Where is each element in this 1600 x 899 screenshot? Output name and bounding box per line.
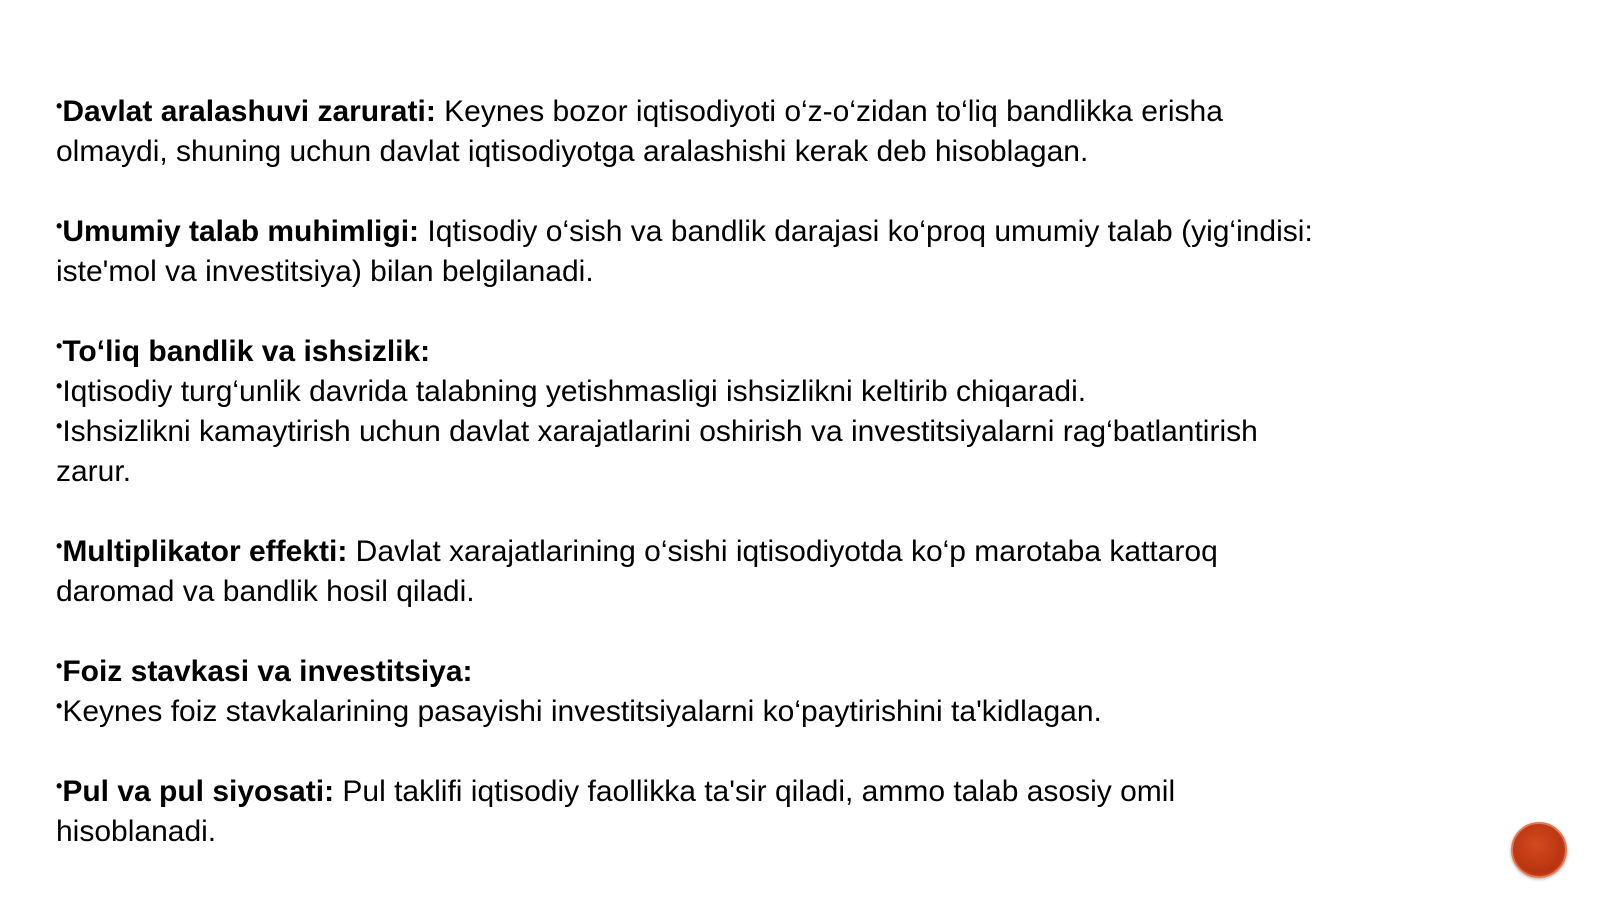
item-text: Keynes bozor iqtisodiyoti o‘z-o‘zidan to‘liq bandlikka erisha olmaydi, shuning uchun davlat iqtisodiyotga aralashishi kerak deb hisoblagan.: [56, 95, 1223, 168]
item-text: Keynes foiz stavkalarining pasayishi investitsiyalarni ko‘paytirishini ta'kidlagan.: [62, 695, 1102, 728]
bullet-item-3: [56, 332, 1326, 372]
bullet-item-4: [56, 532, 1326, 612]
item-text: Iqtisodiy turg‘unlik davrida talabning yetishmasligi ishsizlikni keltirib chiqaradi.: [62, 375, 1087, 408]
item-text: Iqtisodiy o‘sish va bandlik darajasi ko‘proq umumiy talab (yig‘indisi: iste'mol va investitsiya) bilan belgilanadi.: [56, 215, 1313, 288]
item-text: Ishsizlikni kamaytirish uchun davlat xarajatlarini oshirish va investitsiyalarni rag‘batlantirish zarur.: [56, 415, 1258, 488]
bullet-marker: •: [56, 696, 63, 716]
slide-number-badge: [1511, 822, 1567, 878]
spacer: [56, 732, 1326, 772]
bullet-marker: •: [56, 336, 63, 356]
bullet-item-1: [56, 92, 1326, 172]
item-text: Pul taklifi iqtisodiy faollikka ta'sir qiladi, ammo talab asosiy omil hisoblanadi.: [56, 775, 1176, 848]
sub-bullet-item: [56, 412, 1326, 492]
item-text: Davlat xarajatlarining o‘sishi iqtisodiyotda ko‘p marotaba kattaroq daromad va bandlik hosil qiladi.: [56, 535, 1218, 608]
bullet-marker: •: [56, 96, 63, 116]
bullet-marker: •: [56, 656, 63, 676]
slide-content: [56, 92, 1326, 852]
item-heading: Multiplikator effekti:: [62, 535, 348, 568]
bullet-marker: •: [56, 416, 63, 436]
spacer: [56, 172, 1326, 212]
item-heading: Foiz stavkasi va investitsiya:: [62, 655, 473, 688]
item-heading: To‘liq bandlik va ishsizlik:: [62, 335, 431, 368]
bullet-item-2: [56, 212, 1326, 292]
bullet-marker: •: [56, 376, 63, 396]
item-heading: Pul va pul siyosati:: [62, 775, 335, 808]
item-heading: Umumiy talab muhimligi:: [62, 215, 420, 248]
spacer: [56, 292, 1326, 332]
spacer: [56, 492, 1326, 532]
item-heading: Davlat aralashuvi zarurati:: [62, 95, 436, 128]
bullet-marker: •: [56, 216, 63, 236]
spacer: [56, 612, 1326, 652]
bullet-marker: •: [56, 776, 63, 796]
bullet-marker: •: [56, 536, 63, 556]
bullet-item-6: [56, 772, 1326, 852]
sub-bullet-item: [56, 372, 1326, 412]
sub-bullet-item: [56, 692, 1326, 732]
bullet-item-5: [56, 652, 1326, 692]
